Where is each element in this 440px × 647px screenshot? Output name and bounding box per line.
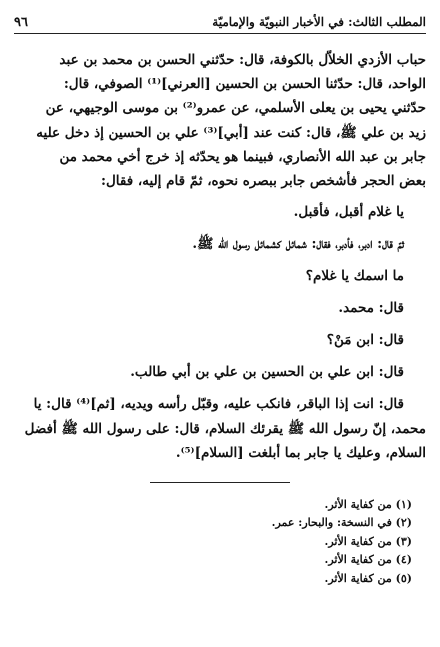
text-line: قال: انت إذا الباقر، فانكب عليه، وقبّل رأسه ويديه، [ثم]⁽⁴⁾ قال: يا — [33, 396, 404, 413]
dialogue-line: ما اسمك يا غلام؟ — [305, 268, 404, 285]
dialogue-line: ثمّ قال: ادبر، فأدبر، فقال: شمائل كشمائل رسول الله ﷺ. — [192, 236, 404, 253]
footnote-item: (٤) من كفاية الأثر. — [324, 553, 412, 567]
dialogue-line: قال: محمد. — [338, 300, 404, 317]
main-text — [14, 48, 426, 466]
running-title: المطلب الثالث: في الأخبار النبويّة والإماميّة — [212, 15, 426, 29]
dialogue-line: قال: ابن علي بن الحسين بن علي بن أبي طالب. — [130, 364, 404, 381]
text-line: حباب الأزدي الخلاّل بالكوفة، قال: حدّثني الحسن بن محمد بن عبد — [59, 52, 426, 68]
page-number: ٩٦ — [14, 15, 28, 30]
footnote-item: (٢) في النسخة: والبحار: عمر. — [271, 516, 412, 530]
text-line: محمد، إنّ رسول الله ﷺ يقرئك السلام، قال: على رسول الله ﷺ أفضل — [24, 421, 426, 438]
page-header — [14, 15, 426, 34]
dialogue-line: قال: ابن مَنْ؟ — [326, 332, 404, 349]
footnotes — [14, 496, 412, 588]
footnote-item: (١) من كفاية الأثر. — [324, 498, 412, 511]
footnote-separator — [150, 482, 290, 483]
text-line: بعض الحجر فأشخص جابر ببصره نحوه، ثمّ قام إليه، فقال: — [101, 173, 426, 190]
footnote-item: (٣) من كفاية الأثر. — [324, 534, 412, 548]
text-line: حدّثني يحيى بن يعلى الأسلمي، عن عمرو⁽²⁾ بن موسى الوجيهي، عن — [45, 100, 426, 117]
footnote-item: (٥) من كفاية الأثر. — [324, 571, 412, 585]
text-line: زيد بن علي ﷺ، قال: كنت عند [أبي]⁽³⁾ علي بن الحسين إذ دخل عليه — [36, 124, 426, 141]
text-line: السلام، وعليك يا جابر بما أبلغت [السلام]⁽⁵⁾. — [175, 445, 426, 462]
dialogue-line: يا غلام أقبل، فأقبل. — [293, 204, 404, 221]
text-line: الواحد، قال: حدّثنا الحسن بن الحسين [العرني]⁽¹⁾ الصوفي، قال: — [63, 76, 426, 93]
text-line: جابر بن عبد الله الأنصاري، فبينما هو يحدّثه إذ خرج أخي محمد من — [59, 148, 426, 165]
